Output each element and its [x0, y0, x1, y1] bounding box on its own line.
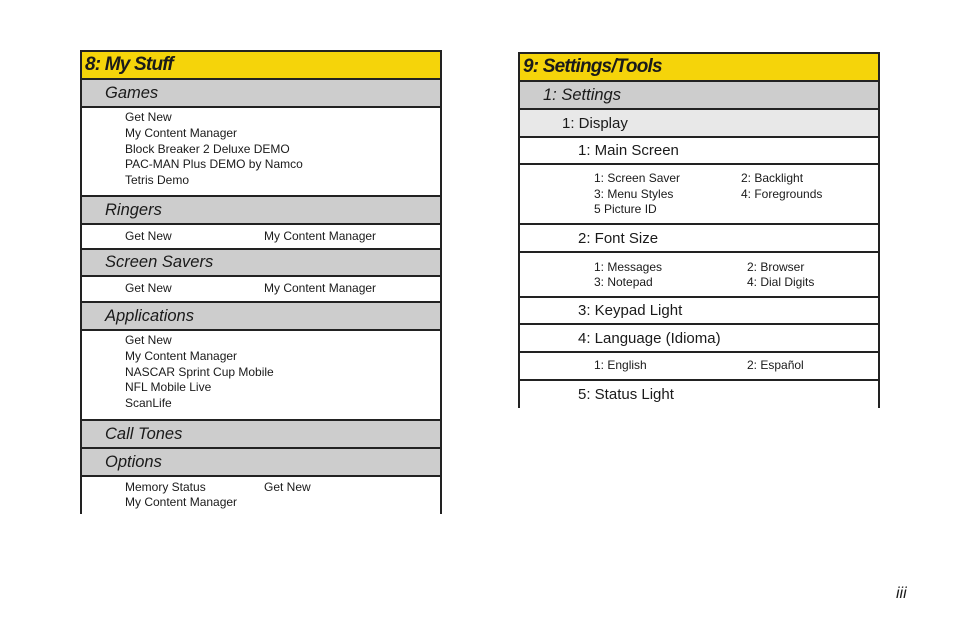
list-item: Get New	[125, 110, 172, 124]
list-item: Memory Status	[125, 480, 206, 494]
screen-savers-list	[82, 277, 440, 303]
list-item: 3: Notepad	[594, 275, 653, 289]
screen-savers-heading: Screen Savers	[82, 250, 440, 277]
list-item: ScanLife	[125, 396, 172, 411]
status-light-heading: 5: Status Light	[520, 381, 878, 408]
list-item: My Content Manager	[264, 281, 377, 295]
display-heading: 1: Display	[520, 110, 878, 138]
list-item: 5 Picture ID	[594, 202, 657, 216]
settings-tools-menu-panel	[518, 52, 880, 408]
list-item: 3: Menu Styles	[594, 187, 674, 201]
games-heading: Games	[82, 80, 440, 108]
list-item: My Content Manager	[125, 495, 238, 509]
options-heading: Options	[82, 449, 440, 477]
games-list	[82, 108, 440, 197]
font-size-list	[520, 253, 878, 298]
list-item: NASCAR Sprint Cup Mobile	[125, 364, 274, 379]
applications-list	[82, 331, 440, 421]
list-item: 2: Browser	[747, 260, 805, 274]
language-heading: 4: Language (Idioma)	[520, 325, 878, 353]
list-item: Block Breaker 2 Deluxe DEMO	[125, 141, 290, 156]
main-screen-list	[520, 165, 878, 225]
list-item: Get New	[125, 281, 172, 295]
list-item: 4: Dial Digits	[747, 275, 815, 289]
list-item: 1: Messages	[594, 260, 663, 274]
page-number: iii	[896, 585, 907, 602]
list-item: 2: Español	[747, 358, 804, 372]
settings-tools-title: 9: Settings/Tools	[520, 54, 878, 82]
my-stuff-menu-panel	[80, 50, 442, 514]
list-item: Tetris Demo	[125, 173, 190, 188]
language-list	[520, 353, 878, 381]
list-item: 4: Foregrounds	[741, 187, 823, 201]
list-item: PAC-MAN Plus DEMO by Namco	[125, 157, 303, 172]
list-item: My Content Manager	[264, 229, 377, 243]
main-screen-heading: 1: Main Screen	[520, 138, 878, 165]
list-item: Get New	[264, 480, 311, 494]
applications-heading: Applications	[82, 303, 440, 331]
list-item: NFL Mobile Live	[125, 380, 212, 395]
ringers-heading: Ringers	[82, 197, 440, 225]
my-stuff-title: 8: My Stuff	[82, 52, 440, 80]
list-item: 2: Backlight	[741, 171, 804, 185]
font-size-heading: 2: Font Size	[520, 225, 878, 253]
list-item: 1: Screen Saver	[594, 171, 681, 185]
list-item: Get New	[125, 229, 172, 243]
options-list	[82, 477, 440, 514]
ringers-list	[82, 225, 440, 250]
list-item: My Content Manager	[125, 125, 238, 140]
settings-heading: 1: Settings	[520, 82, 878, 110]
list-item: 1: English	[594, 358, 647, 372]
keypad-light-heading: 3: Keypad Light	[520, 298, 878, 325]
list-item: Get New	[125, 333, 172, 347]
call-tones-heading: Call Tones	[82, 421, 440, 449]
list-item: My Content Manager	[125, 348, 238, 363]
